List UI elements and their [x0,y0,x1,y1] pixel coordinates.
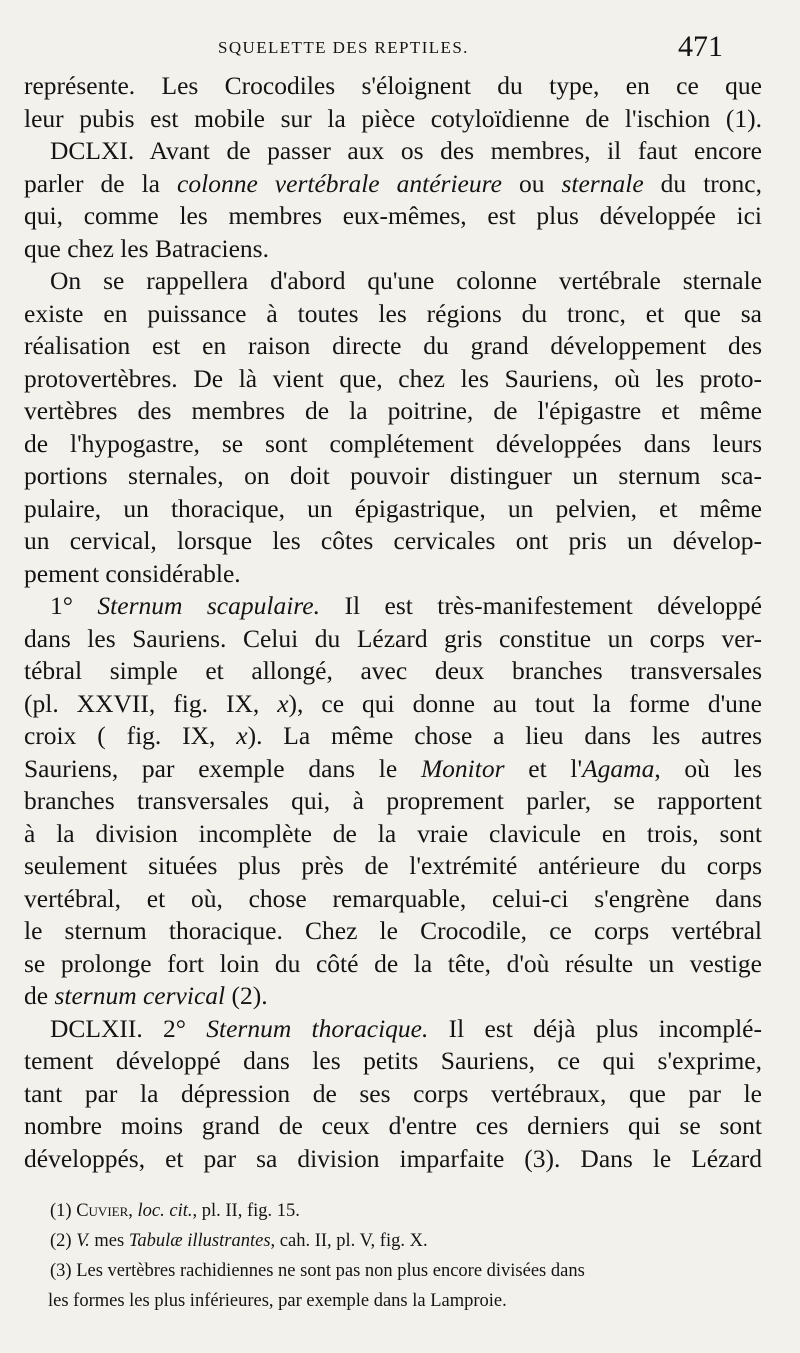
footnote-3-continuation: les formes les plus inférieures, par exemple dans la Lamproie. [48,1291,507,1311]
text-line: nombre moins grand de ceux d'entre ces derniers qui se sont [24,1111,762,1140]
footnote-3: (3) Les vertèbres rachidiennes ne sont pas non plus encore divisées dans [50,1261,585,1281]
footnote-1: (1) Cuvier, loc. cit., pl. II, fig. 15. [50,1201,300,1221]
text-line: pement considérable. [24,558,241,588]
text-line: vertébral, et où, chose remarquable, celui-ci s'engrène dans [24,883,762,913]
text-line: existe en puissance à toutes les régions du tronc, et que sa [24,298,762,328]
text-line: branches transversales qui, à proprement parler, se rapportent [24,786,762,815]
text-line: réalisation est en raison directe du grand développement des [24,331,762,360]
text-line: le sternum thoracique. Chez le Crocodile, ce corps vertébral [24,916,762,945]
running-title: SQUELETTE DES REPTILES. [218,38,469,57]
text-line: qui, comme les membres eux-mêmes, est plus développée ici [24,201,762,230]
text-line: que chez les Batraciens. [24,233,269,263]
text-line: pulaire, un thoracique, un épigastrique, un pelvien, et même [24,493,762,523]
text-line: tébral simple et allongé, avec deux branches transversales [24,656,762,685]
text-line: seulement situées plus près de l'extrémité antérieure du corps [24,851,762,880]
text-line: portions sternales, on doit pouvoir distinguer un sternum sca- [24,461,762,490]
text-line: de sternum cervical (2). [24,981,268,1010]
text-line: parler de la colonne vertébrale antérieure ou sternale du tronc, [24,168,762,198]
footnotes [50,1196,765,1316]
text-line: protovertèbres. De là vient que, chez les Sauriens, où les proto- [24,363,762,393]
text-line: vertèbres des membres de la poitrine, de l'épigastre et même [24,396,762,425]
text-line: Sauriens, par exemple dans le Monitor et l'Agama, où les [24,753,762,783]
text-line: développés, et par sa division imparfaite (3). Dans le Lézard [24,1143,762,1173]
text-line: dans les Sauriens. Celui du Lézard gris constitue un corps ver- [24,623,762,653]
page-number: 471 [678,30,723,63]
text-line: de l'hypogastre, se sont complétement développées dans leurs [24,428,762,458]
text-line: tant par la dépression de ses corps vertébraux, que par le [24,1078,762,1108]
body-text [24,70,762,1175]
section-heading-line: DCLXII. 2° Sternum thoracique. Il est déjà plus incomplé- [50,1013,762,1043]
text-line: à la division incomplète de la vraie clavicule en trois, sont [24,818,762,848]
subsection-heading-line: 1° Sternum scapulaire. Il est très-manifestement développé [50,591,762,620]
text-line: leur pubis est mobile sur la pièce cotyloïdienne de l'ischion (1). [24,103,762,133]
section-heading-line: DCLXI. Avant de passer aux os des membres, il faut encore [50,136,762,165]
text-line: se prolonge fort loin du côté de la tête, d'où résulte un vestige [24,948,762,978]
text-line: croix ( fig. IX, x). La même chose a lieu dans les autres [24,721,762,750]
text-line: représente. Les Crocodiles s'éloignent du type, en ce que [24,71,762,100]
text-line: On se rappellera d'abord qu'une colonne vertébrale sternale [50,266,762,295]
footnote-2: (2) V. mes Tabulæ illustrantes, cah. II, pl. V, fig. X. [50,1231,428,1251]
text-line: (pl. XXVII, fig. IX, x), ce qui donne au tout la forme d'une [24,688,762,718]
text-line: un cervical, lorsque les côtes cervicales ont pris un dévelop- [24,526,762,555]
running-head [0,30,800,70]
text-line: tement développé dans les petits Sauriens, ce qui s'exprime, [24,1046,762,1075]
